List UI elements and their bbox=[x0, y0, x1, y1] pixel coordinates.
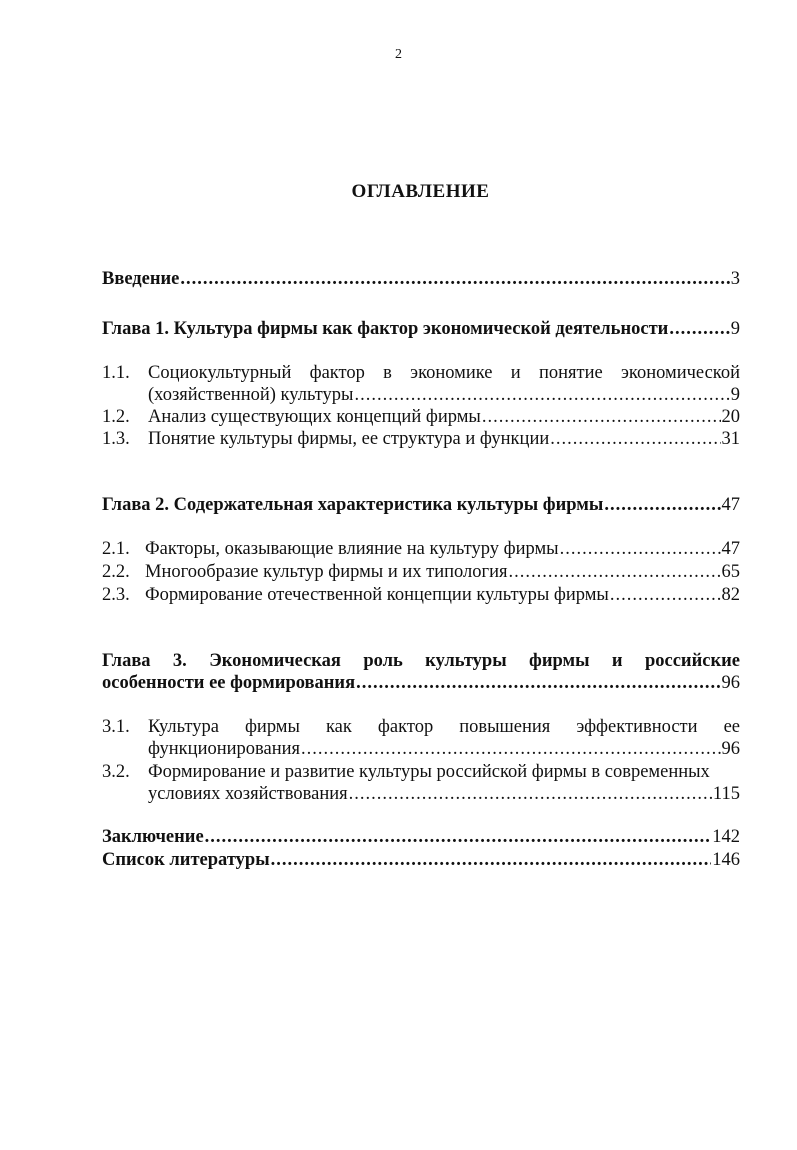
section-number: 2.2. bbox=[102, 562, 130, 582]
toc-section-1-1-line1[interactable]: Социокультурный фактор в экономике и понятие экономической bbox=[148, 363, 740, 383]
chapter-heading: Глава 1. Культура фирмы как фактор экономической деятельности bbox=[102, 319, 669, 339]
toc-entry-intro[interactable] bbox=[102, 268, 740, 290]
toc-label: Заключение bbox=[102, 827, 204, 847]
toc-page: 82 bbox=[721, 585, 740, 605]
toc-section-3-2-line1[interactable]: Формирование и развитие культуры российской фирмы в современных bbox=[148, 762, 710, 782]
page-title: ОГЛАВЛЕНИЕ bbox=[351, 181, 490, 202]
toc-label: Формирование отечественной концепции культуры фирмы bbox=[145, 585, 609, 605]
toc-chapter-1[interactable] bbox=[102, 318, 740, 340]
section-number: 1.3. bbox=[102, 429, 130, 449]
toc-section-3-1[interactable] bbox=[148, 738, 740, 760]
leader-dots bbox=[560, 538, 721, 560]
toc-page: 9 bbox=[730, 385, 740, 405]
toc-page: 47 bbox=[721, 495, 740, 515]
toc-page: 31 bbox=[721, 429, 740, 449]
leader-dots bbox=[482, 406, 721, 428]
section-number: 2.3. bbox=[102, 585, 130, 605]
toc-label: функционирования bbox=[148, 739, 301, 759]
leader-dots bbox=[356, 672, 720, 694]
section-number: 1.1. bbox=[102, 363, 130, 383]
toc-section-1-1[interactable] bbox=[148, 384, 740, 406]
leader-dots bbox=[354, 384, 729, 406]
toc-chapter-3-line1[interactable]: Глава 3. Экономическая роль культуры фирмы и российские bbox=[102, 651, 740, 671]
toc-page: 20 bbox=[721, 407, 740, 427]
toc-section-2-2[interactable] bbox=[145, 561, 740, 583]
toc-entry-references[interactable] bbox=[102, 849, 740, 871]
leader-dots bbox=[301, 738, 720, 760]
section-number: 3.2. bbox=[102, 762, 130, 782]
toc-label: Список литературы bbox=[102, 850, 270, 870]
toc-section-1-2[interactable] bbox=[148, 406, 740, 428]
section-number: 2.1. bbox=[102, 539, 130, 559]
toc-label: Понятие культуры фирмы, ее структура и функции bbox=[148, 429, 550, 449]
section-number: 3.1. bbox=[102, 717, 130, 737]
toc-chapter-3[interactable] bbox=[102, 672, 740, 694]
toc-label: условиях хозяйствования bbox=[148, 784, 348, 804]
leader-dots bbox=[669, 318, 729, 340]
leader-dots bbox=[349, 783, 712, 805]
chapter-heading: Глава 2. Содержательная характеристика культуры фирмы bbox=[102, 495, 604, 515]
toc-page: 47 bbox=[721, 539, 740, 559]
toc-label: Введение bbox=[102, 269, 180, 289]
leader-dots bbox=[604, 494, 720, 516]
toc-page: 142 bbox=[712, 827, 740, 847]
toc-page: 96 bbox=[721, 739, 740, 759]
section-number: 1.2. bbox=[102, 407, 130, 427]
toc-label: Многообразие культур фирмы и их типология bbox=[145, 562, 508, 582]
toc-page: 115 bbox=[712, 784, 740, 804]
toc-section-3-1-line1[interactable]: Культура фирмы как фактор повышения эффективности ее bbox=[148, 717, 740, 737]
toc-label: Анализ существующих концепций фирмы bbox=[148, 407, 481, 427]
toc-section-2-3[interactable] bbox=[145, 584, 740, 606]
toc-page: 3 bbox=[730, 269, 740, 289]
toc-page: 65 bbox=[721, 562, 740, 582]
toc-section-2-1[interactable] bbox=[145, 538, 740, 560]
toc-page: 9 bbox=[730, 319, 740, 339]
leader-dots bbox=[271, 849, 712, 871]
toc-label: (хозяйственной) культуры bbox=[148, 385, 354, 405]
page-number: 2 bbox=[395, 47, 402, 62]
toc-page: 146 bbox=[712, 850, 740, 870]
leader-dots bbox=[180, 268, 729, 290]
toc-page: 96 bbox=[721, 673, 740, 693]
toc-chapter-2[interactable] bbox=[102, 494, 740, 516]
leader-dots bbox=[550, 428, 720, 450]
toc-label: Факторы, оказывающие влияние на культуру фирмы bbox=[145, 539, 559, 559]
toc-entry-conclusion[interactable] bbox=[102, 826, 740, 848]
chapter-heading: особенности ее формирования bbox=[102, 673, 356, 693]
leader-dots bbox=[610, 584, 721, 606]
leader-dots bbox=[509, 561, 721, 583]
leader-dots bbox=[205, 826, 712, 848]
toc-section-3-2[interactable] bbox=[148, 783, 740, 805]
toc-section-1-3[interactable] bbox=[148, 428, 740, 450]
